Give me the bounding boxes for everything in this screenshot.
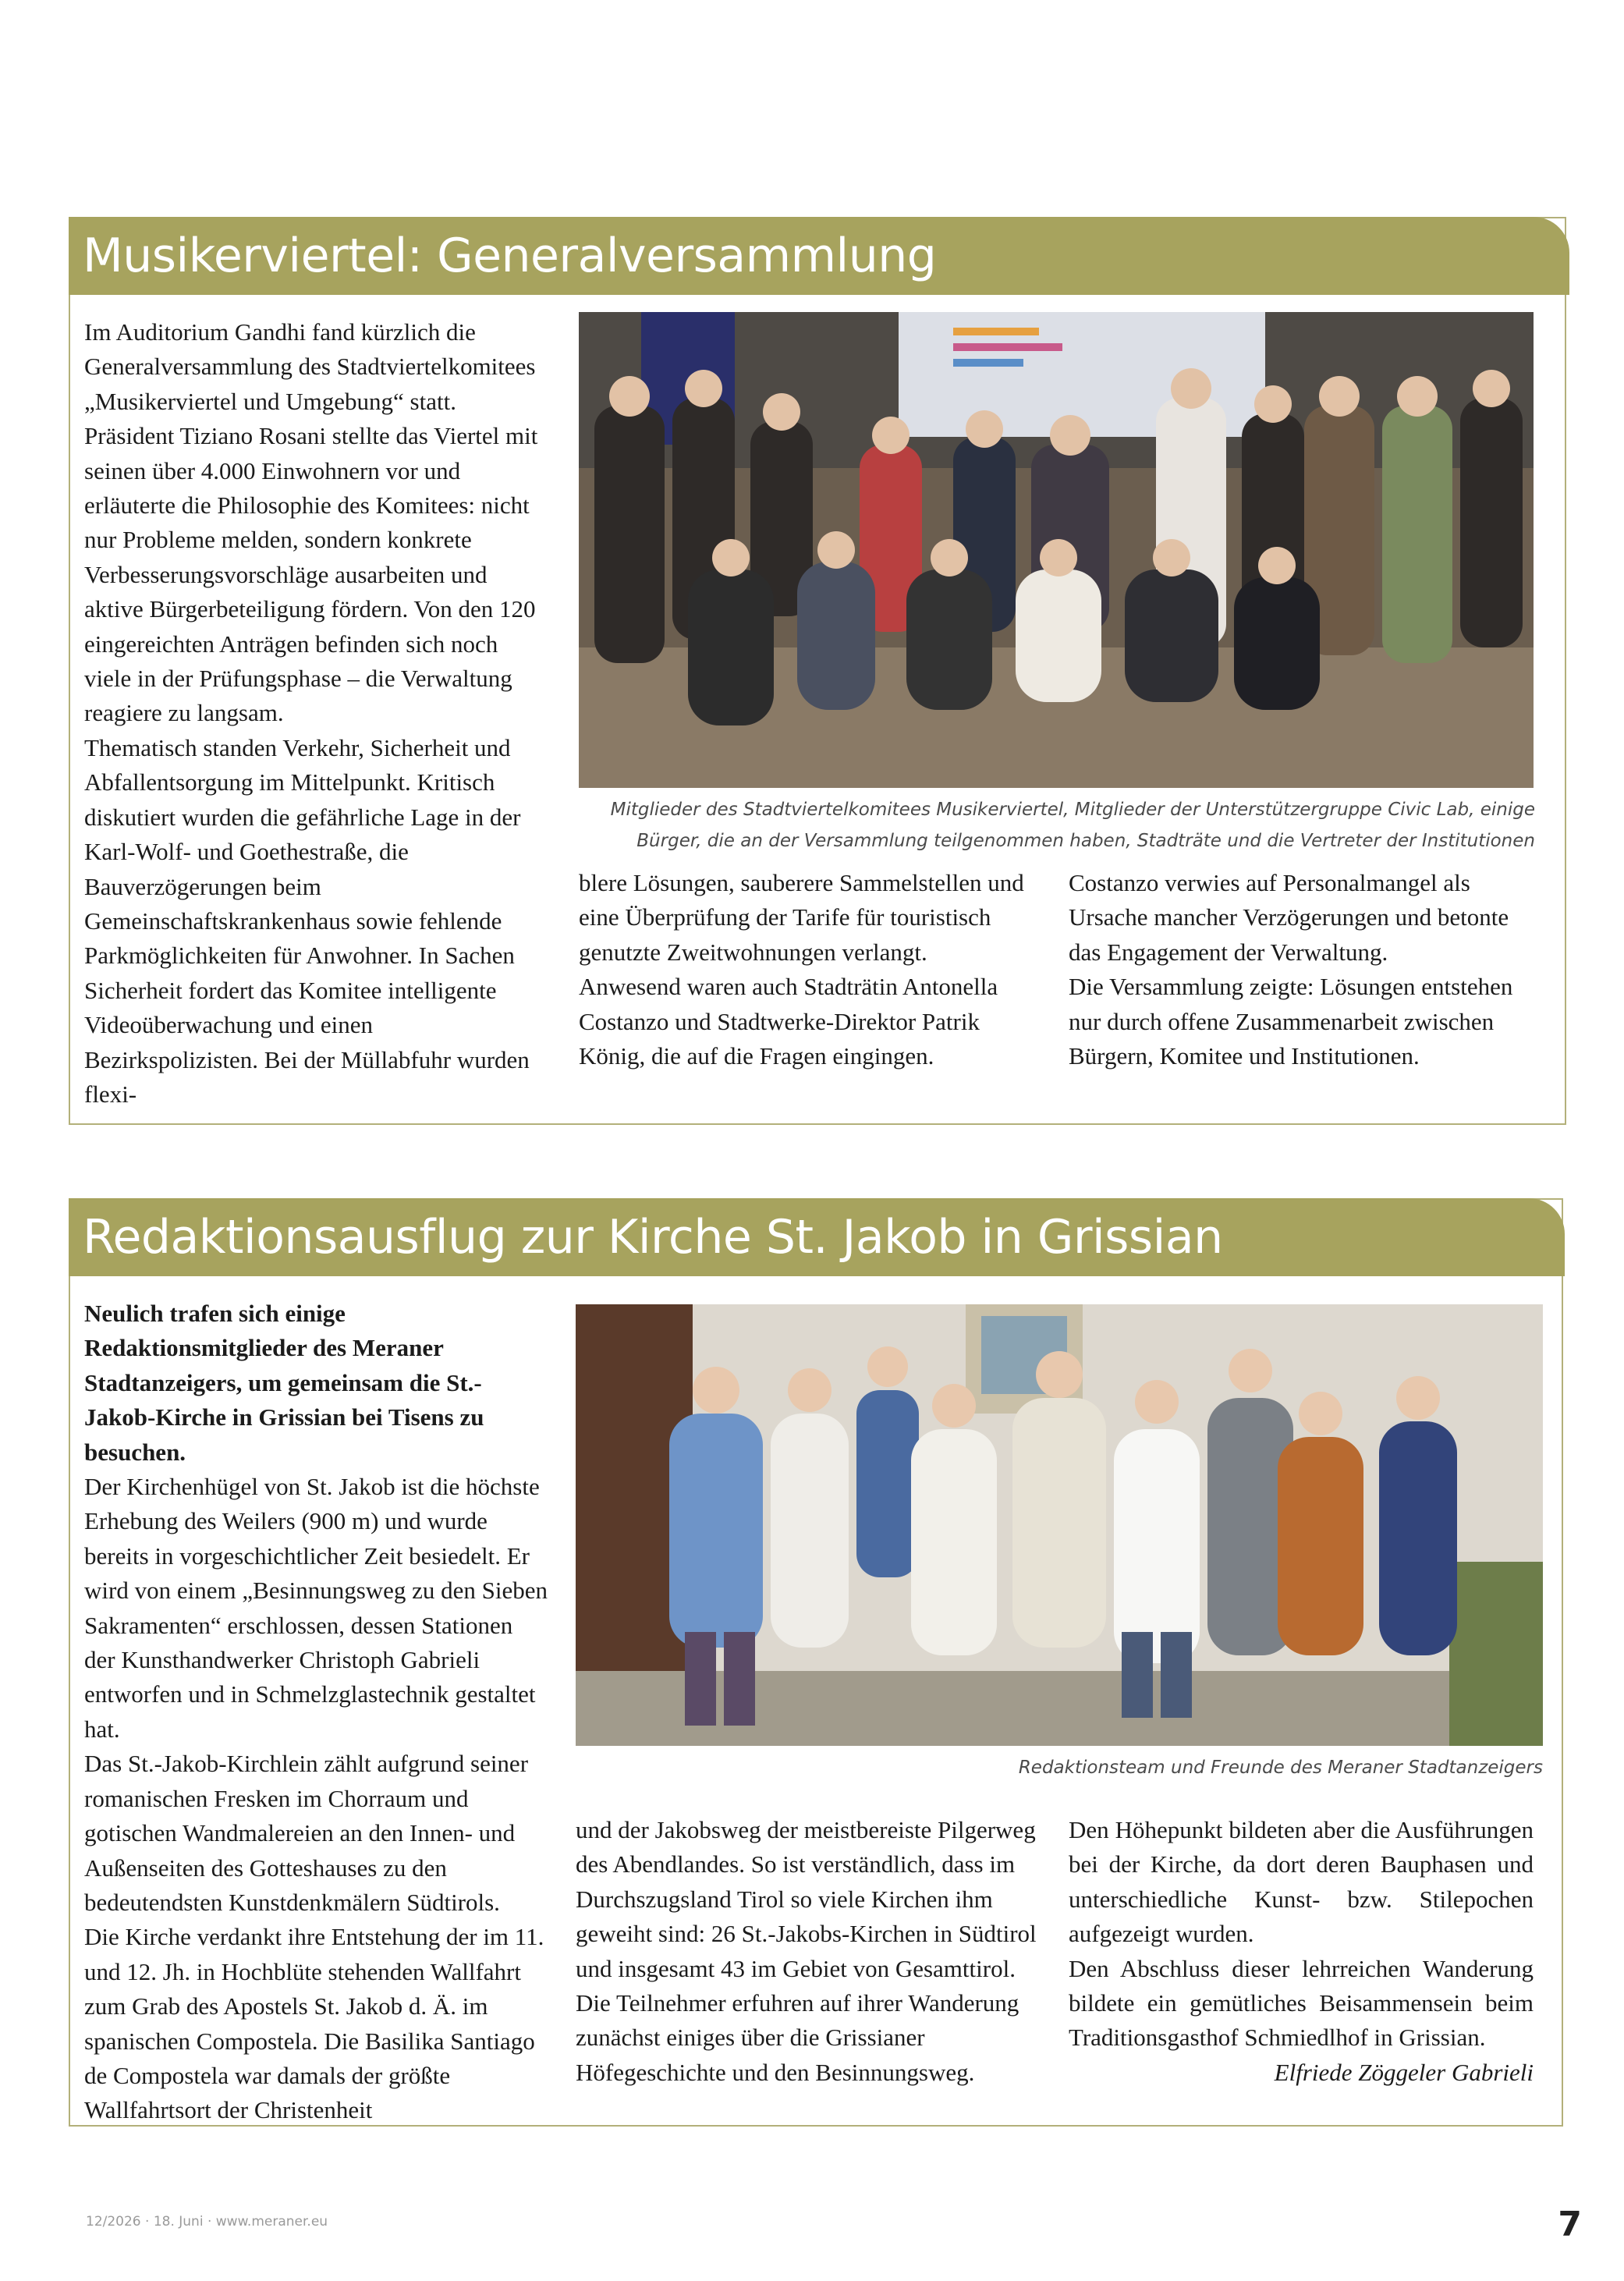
article-title: Musikerviertel: Generalversammlung [69,217,1569,295]
article-column-3 [1069,866,1534,1073]
photo-caption: Redaktionsteam und Freunde des Meraner Stadtanzeigers [1018,1758,1543,1778]
page-number: 7 [1558,2205,1582,2244]
article-column-1 [84,315,549,1112]
caption-line: Mitglieder des Stadtviertelkomitees Musikerviertel, Mitglieder der Unterstützergruppe Civic Lab, einige [610,800,1535,820]
article-column-3 [1069,1813,1534,2090]
article-st-jakob [69,1198,1563,2127]
photo-caption [507,794,1535,857]
lead-paragraph: Neulich trafen sich einige Redaktionsmitglieder des Meraner Stadtanzeigers, um gemeinsam die St.-Jakob-Kirche in Grissian bei Tisens zu besuchen. [84,1300,484,1466]
paragraph: Im Auditorium Gandhi fand kürzlich die Generalversammlung des Stadtviertelkomitees „Musikerviertel und Umgebung“ statt. Präsident Tiziano Rosani stellte das Viertel mit seinen über 4.000 Einwohnern vor und erläuterte die Philosophie des Komitees: nicht nur Probleme melden, sondern konkrete Verbesserungsvorschläge ausarbeiten und aktive Bürgerbeteiligung fördern. Von den 120 eingereichten Anträgen befinden sich noch viele in der Prüfungsphase – die Verwaltung reagiere zu langsam. [84,318,538,727]
paragraph: Das St.-Jakob-Kirchlein zählt aufgrund seiner romanischen Fresken im Chorraum und gotischen Wandmalereien an den Innen- und Außenseiten des Gotteshauses zu den bedeutendsten Kunstdenkmälern Südtirols. [84,1750,529,1916]
article-column-2 [579,866,1039,1073]
group-photo-excursion [576,1304,1543,1746]
paragraph: Die Kirche verdankt ihre Entstehung der im 11. und 12. Jh. in Hochblüte stehenden Wallfahrt zum Grab des Apostels St. Jakob d. Ä. im spanischen Compostela. Die Basilika Santiago de Compostela war damals der größte Wallfahrtsort der Christenheit [84,1923,544,2124]
paragraph: Der Kirchenhügel von St. Jakob ist die höchste Erhebung des Weilers (900 m) und wurde bereits in vorgeschichtlicher Zeit besiedelt. Er wird von einem „Besinnungsweg zu den Sieben Sakramenten“ erschlossen, dessen Stationen der Kunsthandwerker Christoph Gabrieli entworfen und in Schmelzglastechnik gestaltet hat. [84,1473,548,1743]
caption-line: Bürger, die an der Versammlung teilgenommen haben, Stadträte und die Vertreter der Institutionen [636,831,1535,851]
paragraph: Costanzo verwies auf Personalmangel als Ursache mancher Verzögerungen und betonte das Engagement der Verwaltung. [1069,869,1509,966]
author-signature: Elfriede Zöggeler Gabrieli [1274,2058,1534,2086]
paragraph: Den Abschluss dieser lehrreichen Wanderung bildete ein gemütliches Beisammensein beim Traditionsgasthof Schmiedlhof in Grissian. [1069,1954,1534,2052]
article-title: Redaktionsausflug zur Kirche St. Jakob in Grissian [69,1198,1565,1276]
article-column-1 [84,1297,549,2128]
paragraph: Die Teilnehmer erfuhren auf ihrer Wanderung zunächst einiges über die Grissianer Höfegeschichte und den Besinnungsweg. [576,1989,1019,2086]
article-musikerviertel [69,217,1566,1125]
group-photo-assembly [579,312,1534,788]
paragraph: Anwesend waren auch Stadträtin Antonella Costanzo und Stadtwerke-Direktor Patrik König, die auf die Fragen eingingen. [579,973,998,1070]
paragraph: Die Versammlung zeigte: Lösungen entstehen nur durch offene Zusammenarbeit zwischen Bürgern, Komitee und Institutionen. [1069,973,1513,1070]
paragraph: und der Jakobsweg der meistbereiste Pilgerweg des Abendlandes. So ist verständlich, dass im Durchszugsland Tirol so viele Kirchen ihm geweiht sind: 26 St.-Jakobs-Kirchen in Südtirol und insgesamt 43 im Gebiet von Gesamttirol. [576,1816,1037,1982]
paragraph: blere Lösungen, sauberere Sammelstellen und eine Überprüfung der Tarife für touristisch genutzte Zweitwohnungen verlangt. [579,869,1024,966]
issue-info: 12/2026 · 18. Juni · www.meraner.eu [86,2214,328,2230]
paragraph: Thematisch standen Verkehr, Sicherheit und Abfallentsorgung im Mittelpunkt. Kritisch diskutiert wurden die gefährliche Lage in der Karl-Wolf- und Goethestraße, die Bauverzögerungen beim Gemeinschaftskrankenhaus sowie fehlende Parkmöglichkeiten für Anwohner. In Sachen Sicherheit fordert das Komitee intelligente Videoüberwachung und einen Bezirkspolizisten. Bei der Müllabfuhr wurden flexi- [84,733,530,1108]
article-column-2 [576,1813,1039,2090]
paragraph: Den Höhepunkt bildeten aber die Ausführungen bei der Kirche, da dort deren Bauphasen und unterschiedliche Kunst- bzw. Stilepochen aufgezeigt wurden. [1069,1816,1534,1948]
